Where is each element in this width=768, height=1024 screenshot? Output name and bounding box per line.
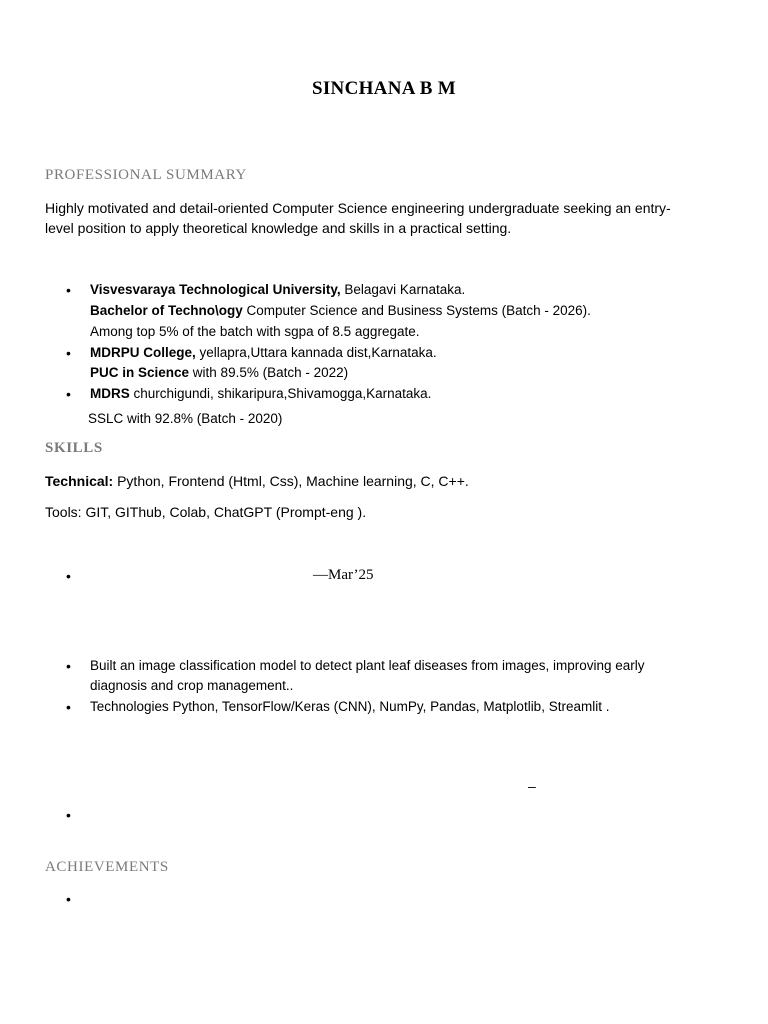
bullet — [66, 384, 71, 404]
skills-heading: SKILLS — [45, 440, 103, 456]
summary-line-1: Highly motivated and detail-oriented Computer Science engineering undergraduate seeking an entry- — [45, 200, 671, 216]
institution-location: yellapra,Uttara kannada dist,Karnataka. — [195, 345, 437, 360]
institution-location: Belagavi Karnataka. — [340, 282, 466, 297]
degree-name: PUC in Science — [90, 365, 190, 380]
education-degree-2 — [90, 363, 348, 383]
dash-mark: – — [528, 778, 536, 794]
degree-detail: Computer Science and Business Systems (Batch - 2026). — [242, 303, 591, 318]
technical-label: Technical: — [45, 473, 114, 489]
institution-name: MDRS — [90, 386, 130, 401]
institution-name: Visvesvaraya Technological University, — [90, 282, 341, 297]
summary-line-2: level position to apply theoretical knowledge and skills in a practical setting. — [45, 220, 512, 236]
bullet — [66, 280, 71, 300]
education-note-3: SSLC with 92.8% (Batch - 2020) — [88, 411, 283, 426]
professional-summary-heading: PROFESSIONAL SUMMARY — [45, 167, 247, 183]
tools-skills: Tools: GIT, GIThub, Colab, ChatGPT (Prompt-eng ). — [45, 504, 367, 520]
bullet — [66, 805, 71, 825]
degree-detail: with 89.5% (Batch - 2022) — [189, 365, 349, 380]
project-date: —Mar’25 — [313, 567, 374, 583]
technical-value: Python, Frontend (Html, Css), Machine learning, C, C++. — [113, 473, 469, 489]
institution-name: MDRPU College, — [90, 345, 196, 360]
technical-skills — [45, 471, 469, 491]
bullet — [66, 697, 71, 717]
achievements-heading: ACHIEVEMENTS — [45, 859, 169, 875]
education-degree-1 — [90, 301, 591, 321]
bullet — [66, 656, 71, 676]
bullet — [66, 566, 71, 586]
project-point-2: Technologies Python, TensorFlow/Keras (CNN), NumPy, Pandas, Matplotlib, Streamlit . — [90, 699, 610, 714]
project-point-1-cont: diagnosis and crop management.. — [90, 678, 294, 693]
candidate-name: SINCHANA B M — [311, 78, 456, 99]
education-item-1 — [90, 280, 465, 300]
institution-location: churchigundi, shikaripura,Shivamogga,Karnataka. — [129, 386, 432, 401]
education-note-1: Among top 5% of the batch with sgpa of 8.5 aggregate. — [90, 324, 420, 339]
degree-name: Bachelor of Techno\ogy — [90, 303, 243, 318]
education-item-3 — [90, 384, 431, 404]
bullet — [66, 343, 71, 363]
bullet — [66, 889, 71, 909]
project-point-1: Built an image classification model to detect plant leaf diseases from images, improving early — [90, 658, 645, 673]
education-item-2 — [90, 343, 437, 363]
